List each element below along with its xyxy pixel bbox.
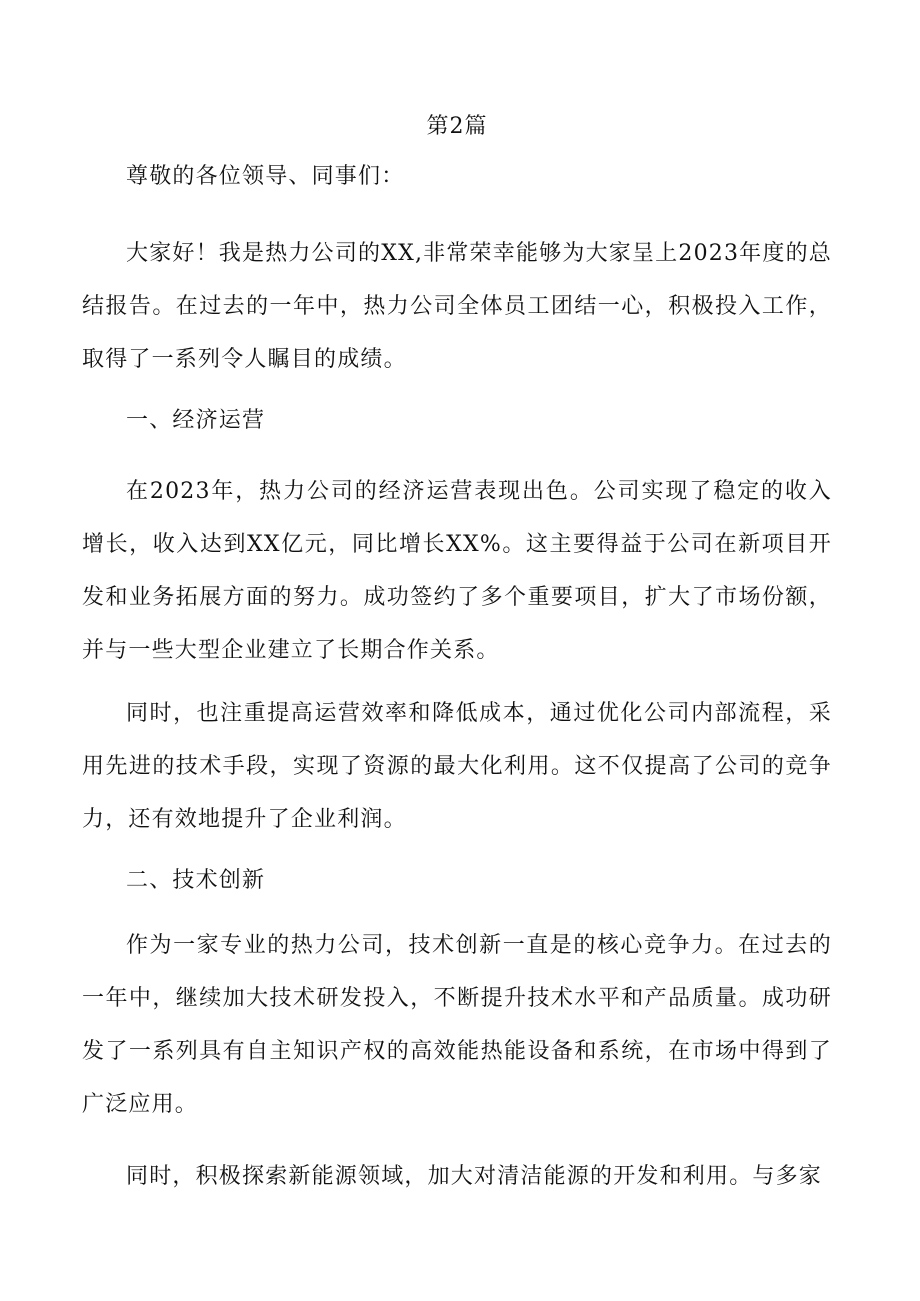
document-title: 第2篇 <box>426 114 488 139</box>
economic-operations-paragraph-1: 在2023年，热力公司的经济运营表现出色。公司实现了稳定的收入增长，收入达到XX亿元，同比增长XX%。这主要得益于公司在新项目开发和业务拓展方面的努力。成功签约了多个重要项目，扩大了市场份额，并与一些大型企业建立了长期合作关系。 <box>82 479 832 663</box>
salutation: 尊敬的各位领导、同事们： <box>126 164 405 189</box>
section-heading-technical-innovation: 二、技术创新 <box>126 868 266 893</box>
intro-paragraph: 大家好！我是热力公司的XX,非常荣幸能够为大家呈上2023年度的总结报告。在过去的一年中，热力公司全体员工团结一心，积极投入工作，取得了一系列令人瞩目的成绩。 <box>82 241 832 372</box>
economic-operations-paragraph-2: 同时，也注重提高运营效率和降低成本，通过优化公司内部流程，采用先进的技术手段，实现了资源的最大化利用。这不仅提高了公司的竞争力，还有效地提升了企业利润。 <box>82 701 832 832</box>
section-heading-economic-operations: 一、经济运营 <box>126 408 266 433</box>
technical-innovation-paragraph-2: 同时，积极探索新能源领域，加大对清洁能源的开发和利用。与多家 <box>126 1164 823 1189</box>
technical-innovation-paragraph-1: 作为一家专业的热力公司，技术创新一直是的核心竞争力。在过去的一年中，继续加大技术研发投入，不断提升技术水平和产品质量。成功研发了一系列具有自主知识产权的高效能热能设备和系统，在市场中得到了广泛应用。 <box>82 933 832 1117</box>
